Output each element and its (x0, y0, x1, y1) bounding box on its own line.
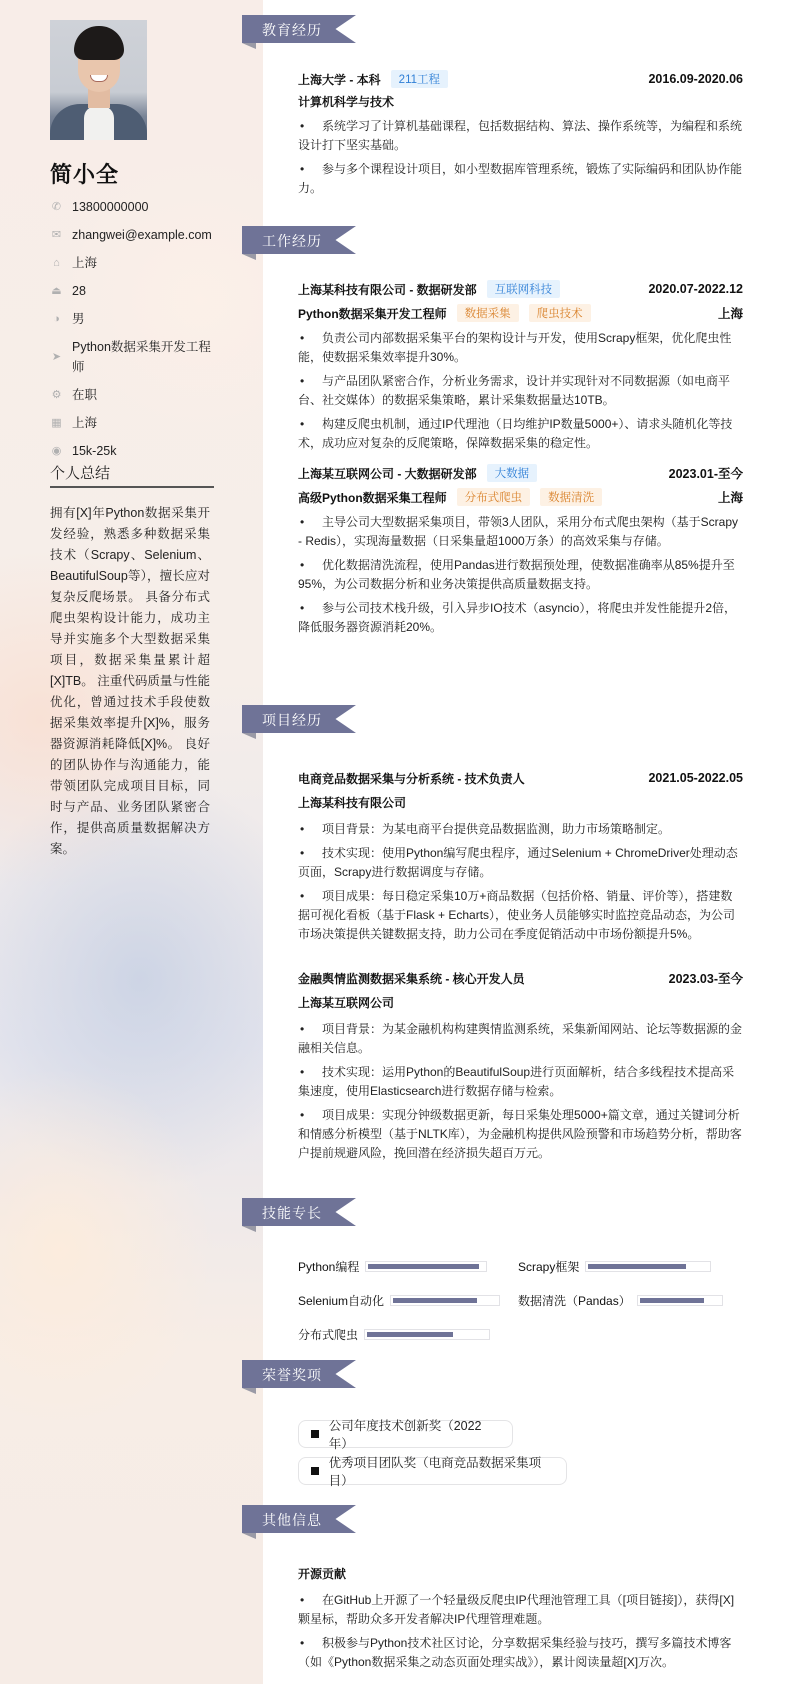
main-content (263, 0, 794, 1684)
skill-name: 分布式爬虫 (298, 1328, 359, 1342)
skill-item (518, 1292, 723, 1309)
skill-name: 数据清洗（Pandas） (518, 1294, 631, 1308)
project-entry (298, 767, 743, 949)
info-status (50, 385, 220, 405)
industry-tag: 互联网科技 (487, 280, 561, 298)
info-city (50, 413, 220, 433)
project-company: 上海某互联网公司 (298, 996, 395, 1010)
square-bullet-icon (311, 1430, 319, 1438)
section-header-skills: 技能专长 (242, 1198, 356, 1226)
education-entry (298, 68, 743, 203)
phone-icon: ✆ (51, 201, 62, 213)
skill-tag: 数据采集 (457, 304, 519, 322)
skill-item (298, 1292, 500, 1309)
section-header-other: 其他信息 (242, 1505, 356, 1533)
info-value: 男 (72, 312, 85, 326)
summary-text: 拥有[X]年Python数据采集开发经验，熟悉多种数据采集技术（Scrapy、Selenium、BeautifulSoup等），擅长应对复杂反爬场景。 具备分布式爬虫架构设计能力，成功主导并实施多个大型数据采集项目，数据采集量累计超[X]TB。 注重代码质量与性能优化，曾通过技术手段使数据采集效率提升[X]%，服务器资源消耗降低[X]%。 良好的团队协作与沟通能力，能带领团队完成项目目标，同时与产品、业务团队紧密合作，提供高质量数据解决方案。 (50, 506, 210, 856)
age-icon: ⏏ (51, 285, 62, 297)
list-item: • 技术实现：运用Python的BeautifulSoup进行页面解析，结合多线程技术提高采集速度，使用Elasticsearch进行数据存储与检索。 (298, 1063, 743, 1101)
info-value: 上海 (72, 416, 98, 430)
skill-item (298, 1258, 487, 1275)
skill-tag: 分布式爬虫 (457, 488, 531, 506)
company-name: 上海某科技有限公司 - 数据研发部 (298, 282, 477, 297)
info-location (50, 253, 220, 273)
work-entry (298, 462, 743, 642)
other-entry (298, 1560, 743, 1677)
job-title: 高级Python数据采集工程师 (298, 490, 447, 505)
work-city: 上海 (717, 307, 743, 321)
company-name: 上海某互联网公司 - 大数据研发部 (298, 466, 477, 481)
info-value: zhangwei@example.com (72, 228, 212, 242)
work-date: 2023.01-至今 (668, 467, 743, 481)
award-item: 公司年度技术创新奖（2022年） (298, 1420, 513, 1448)
skill-name: Selenium自动化 (298, 1294, 385, 1308)
sidebar (0, 0, 265, 1684)
gender-icon: ◑ (53, 313, 60, 325)
work-entry (298, 278, 743, 458)
project-entry (298, 967, 743, 1168)
skill-item (518, 1258, 711, 1275)
info-gender (50, 309, 220, 329)
list-item: • 项目成果：实现分钟级数据更新，每日采集处理5000+篇文章，通过关键词分析和情感分析模型（基于NLTK库），为金融机构提供风险预警和市场趋势分析，帮助客户提前规避风险，挽回潜在经济损失超百万元。 (298, 1106, 743, 1163)
section-header-projects: 项目经历 (242, 705, 356, 733)
list-item: • 项目背景：为某电商平台提供竞品数据监测，助力市场策略制定。 (298, 820, 743, 839)
salary-icon: ◉ (51, 445, 62, 457)
award-item: 优秀项目团队奖（电商竞品数据采集项目） (298, 1457, 567, 1485)
list-item: • 构建反爬虫机制，通过IP代理池（日均维护IP数量5000+）、请求头随机化等技术，成功应对复杂的反爬策略，保障数据采集的稳定性。 (298, 415, 743, 453)
home-icon: ⌂ (53, 257, 60, 269)
project-name: 金融舆情监测数据采集系统 - 核心开发人员 (298, 971, 525, 986)
info-age (50, 281, 220, 301)
info-email (50, 225, 220, 245)
list-item: • 在GitHub上开源了一个轻量级反爬虫IP代理池管理工具（[项目链接]），获得[X]颗星标，帮助众多开发者解决IP代理管理难题。 (298, 1591, 743, 1629)
mail-icon: ✉ (51, 229, 62, 241)
info-value: 13800000000 (72, 200, 149, 214)
send-icon: ➤ (51, 351, 62, 363)
summary-divider (50, 486, 214, 488)
list-item: • 主导公司大型数据采集项目，带领3人团队，采用分布式爬虫架构（基于Scrapy - Redis），实现海量数据（日采集量超1000万条）的高效采集与存储。 (298, 513, 743, 551)
profile-photo (50, 20, 147, 140)
building-icon: ▦ (51, 417, 62, 429)
info-value: 上海 (72, 256, 98, 270)
section-header-work: 工作经历 (242, 226, 356, 254)
project-date: 2021.05-2022.05 (648, 771, 743, 785)
list-item: • 积极参与Python技术社区讨论，分享数据采集经验与技巧，撰写多篇技术博客（如《Python数据采集之动态页面处理实战》），累计阅读量超[X]万次。 (298, 1634, 743, 1672)
contact-info-list (50, 197, 220, 469)
list-item: • 参与多个课程设计项目，如小型数据库管理系统，锻炼了实际编码和团队协作能力。 (298, 160, 743, 198)
list-item: • 项目成果：每日稳定采集10万+商品数据（包括价格、销量、评价等），搭建数据可视化看板（基于Flask + Echarts），使业务人员能够实时监控竞品动态，为公司市场决策提供关键数据支持，助力公司在季度促销活动中市场份额提升5%。 (298, 887, 743, 944)
school-tag: 211工程 (391, 70, 448, 88)
project-date: 2023.03-至今 (668, 972, 743, 986)
info-value: 28 (72, 284, 86, 298)
summary-title: 个人总结 (50, 465, 111, 482)
list-item: • 参与公司技术栈升级，引入异步IO技术（asyncio），将爬虫并发性能提升2倍，降低服务器资源消耗20%。 (298, 599, 743, 637)
project-company: 上海某科技有限公司 (298, 796, 407, 810)
info-phone (50, 197, 220, 217)
list-item: • 项目背景：为某金融机构构建舆情监测系统，采集新闻网站、论坛等数据源的金融相关信息。 (298, 1020, 743, 1058)
skill-tag: 爬虫技术 (529, 304, 591, 322)
square-bullet-icon (311, 1467, 319, 1475)
list-item: • 负责公司内部数据采集平台的架构设计与开发，使用Scrapy框架，优化爬虫性能，使数据采集效率提升30%。 (298, 329, 743, 367)
list-item: • 技术实现：使用Python编写爬虫程序，通过Selenium + ChromeDriver处理动态页面，Scrapy进行数据调度与存储。 (298, 844, 743, 882)
skill-tag: 数据清洗 (540, 488, 602, 506)
skill-bar (585, 1261, 711, 1272)
major: 计算机科学与技术 (298, 95, 395, 109)
work-date: 2020.07-2022.12 (648, 282, 743, 296)
skill-bar (365, 1261, 487, 1272)
skill-bar (364, 1329, 490, 1340)
skill-bar (637, 1295, 723, 1306)
project-name: 电商竞品数据采集与分析系统 - 技术负责人 (298, 771, 525, 786)
skill-name: Scrapy框架 (518, 1260, 580, 1274)
industry-tag: 大数据 (487, 464, 538, 482)
info-value: Python数据采集开发工程师 (72, 340, 211, 374)
section-header-education: 教育经历 (242, 15, 356, 43)
status-icon: ⚙ (51, 389, 62, 401)
section-header-awards: 荣誉奖项 (242, 1360, 356, 1388)
skill-name: Python编程 (298, 1260, 360, 1274)
profile-name: 简小全 (50, 162, 120, 187)
list-item: • 与产品团队紧密合作，分析业务需求，设计并实现针对不同数据源（如电商平台、社交媒体）的数据采集策略，累计采集数据量达10TB。 (298, 372, 743, 410)
skill-item (298, 1326, 490, 1343)
info-target-job (50, 337, 220, 377)
info-salary (50, 441, 220, 461)
skill-bar (390, 1295, 500, 1306)
job-title: Python数据采集开发工程师 (298, 306, 447, 321)
info-value: 在职 (72, 388, 98, 402)
school-name: 上海大学 - 本科 (298, 72, 381, 87)
list-item: • 优化数据清洗流程，使用Pandas进行数据预处理，使数据准确率从85%提升至95%，为公司数据分析和业务决策提供高质量数据支持。 (298, 556, 743, 594)
other-title: 开源贡献 (298, 1567, 347, 1581)
info-value: 15k-25k (72, 444, 117, 458)
education-date: 2016.09-2020.06 (648, 72, 743, 86)
work-city: 上海 (717, 491, 743, 505)
list-item: • 系统学习了计算机基础课程，包括数据结构、算法、操作系统等，为编程和系统设计打下坚实基础。 (298, 117, 743, 155)
